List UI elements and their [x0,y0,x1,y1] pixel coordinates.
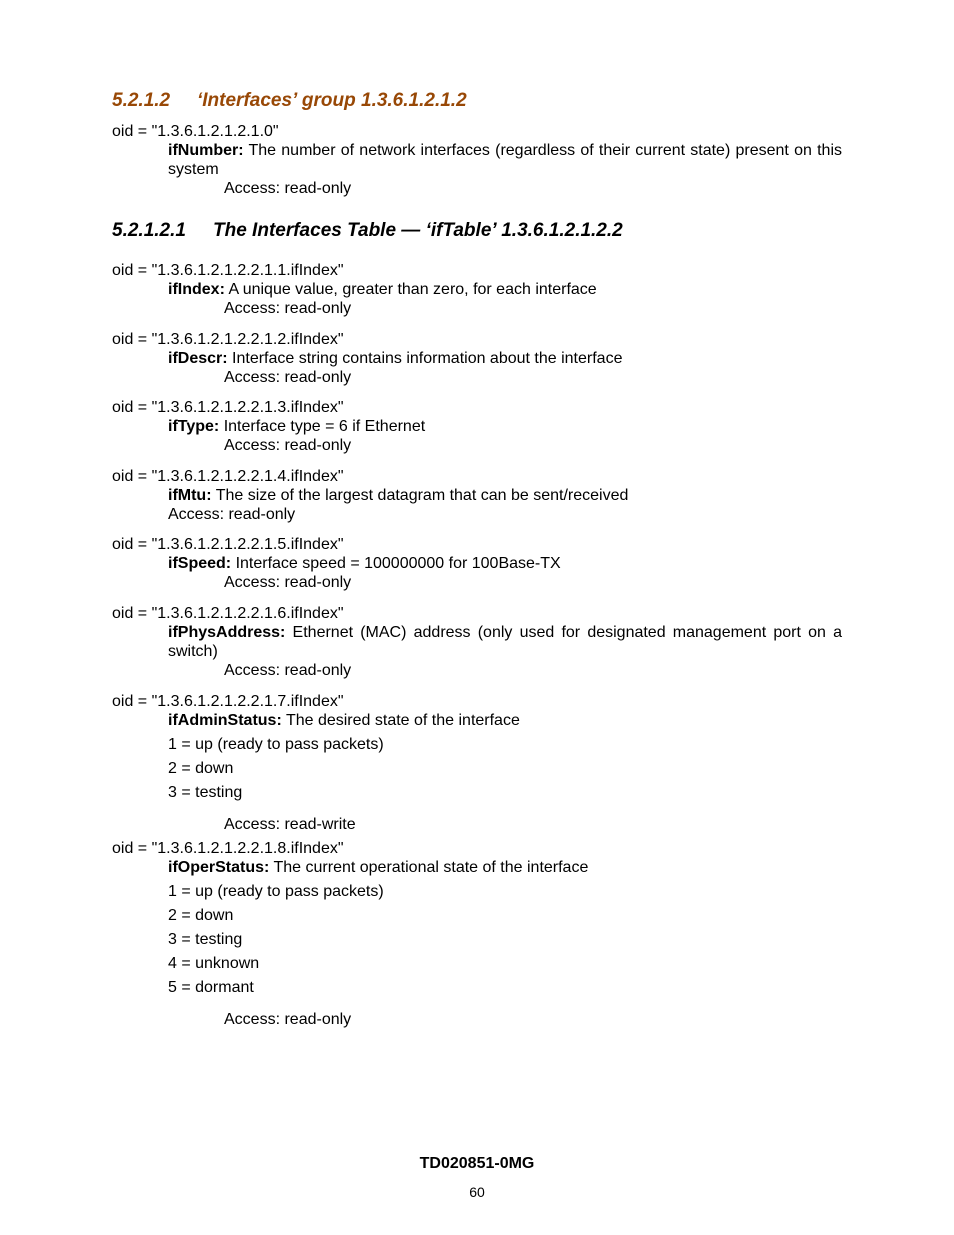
enum-value: 3 = testing [168,784,243,801]
enum-value: 1 = up (ready to pass packets) [168,883,384,900]
oid-entry-ifoperstatus [112,839,842,1029]
subsection-heading [112,220,623,242]
access-line: Access: read-write [224,816,356,833]
access-line: Access: read-only [168,506,296,523]
enum-value: 4 = unknown [168,955,260,972]
access-line: Access: read-only [224,662,352,679]
oid-line: oid = "1.3.6.1.2.1.2.2.1.1.ifIndex" [112,262,344,279]
oid-description [168,280,842,299]
object-description: A unique value, greater than zero, for each interface [224,281,597,298]
section-number: 5.2.1.2 [112,90,171,111]
object-description: Ethernet (MAC) address (only used for designated management port on a switch) [168,624,842,660]
access-line: Access: read-only [224,574,352,591]
oid-entry-ifdescr [112,330,842,387]
oid-line: oid = "1.3.6.1.2.1.2.2.1.3.ifIndex" [112,399,344,416]
oid-line: oid = "1.3.6.1.2.1.2.2.1.2.ifIndex" [112,331,344,348]
object-description: Interface string contains information about the interface [227,350,623,367]
section-heading [112,90,467,112]
oid-entry-iftype [112,398,842,455]
object-description: The current operational state of the interface [269,859,589,876]
oid-description [168,554,842,573]
object-name: ifIndex: [168,281,225,298]
oid-entry-ifspeed [112,535,842,592]
subsection-title: The Interfaces Table — ‘ifTable’ 1.3.6.1.2.1.2.2 [213,220,623,241]
object-name: ifType: [168,418,220,435]
subsection-number: 5.2.1.2.1 [112,220,186,241]
access-line: Access: read-only [224,180,352,197]
oid-entry-ifindex [112,261,842,318]
enum-value: 2 = down [168,760,234,777]
object-name: ifPhysAddress: [168,624,286,641]
enum-value: 2 = down [168,907,234,924]
oid-description [168,711,842,730]
oid-description [168,623,842,661]
oid-entry-ifadminstatus [112,692,842,834]
object-name: ifOperStatus: [168,859,270,876]
oid-description [168,141,842,179]
oid-line: oid = "1.3.6.1.2.1.2.2.1.8.ifIndex" [112,840,344,857]
footer-page-number: 60 [469,1184,485,1200]
object-name: ifSpeed: [168,555,232,572]
access-line: Access: read-only [224,1011,352,1028]
object-name: ifDescr: [168,350,228,367]
object-name: ifNumber: [168,142,244,159]
oid-description [168,858,842,877]
access-line: Access: read-only [224,437,352,454]
oid-description [168,349,842,368]
object-description: The number of network interfaces (regardless of their current state) present on this system [168,142,842,178]
footer-document-code: TD020851-0MG [419,1155,535,1172]
oid-description [168,486,842,505]
oid-line: oid = "1.3.6.1.2.1.2.2.1.7.ifIndex" [112,693,344,710]
enum-value: 5 = dormant [168,979,254,996]
oid-entry-ifnumber [112,122,842,198]
oid-line: oid = "1.3.6.1.2.1.2.2.1.4.ifIndex" [112,468,344,485]
enum-value: 1 = up (ready to pass packets) [168,736,384,753]
access-line: Access: read-only [224,300,352,317]
oid-line: oid = "1.3.6.1.2.1.2.2.1.6.ifIndex" [112,605,344,622]
object-name: ifAdminStatus: [168,712,282,729]
oid-entry-ifphysaddress [112,604,842,680]
object-description: Interface type = 6 if Ethernet [219,418,426,435]
enum-value: 3 = testing [168,931,243,948]
oid-line: oid = "1.3.6.1.2.1.2.1.0" [112,123,279,140]
object-name: ifMtu: [168,487,212,504]
object-description: Interface speed = 100000000 for 100Base-TX [231,555,561,572]
object-description: The desired state of the interface [281,712,520,729]
oid-line: oid = "1.3.6.1.2.1.2.2.1.5.ifIndex" [112,536,344,553]
oid-entry-ifmtu [112,467,842,524]
section-title: ‘Interfaces’ group 1.3.6.1.2.1.2 [197,90,467,111]
access-line: Access: read-only [224,369,352,386]
object-description: The size of the largest datagram that can be sent/received [211,487,629,504]
oid-description [168,417,842,436]
